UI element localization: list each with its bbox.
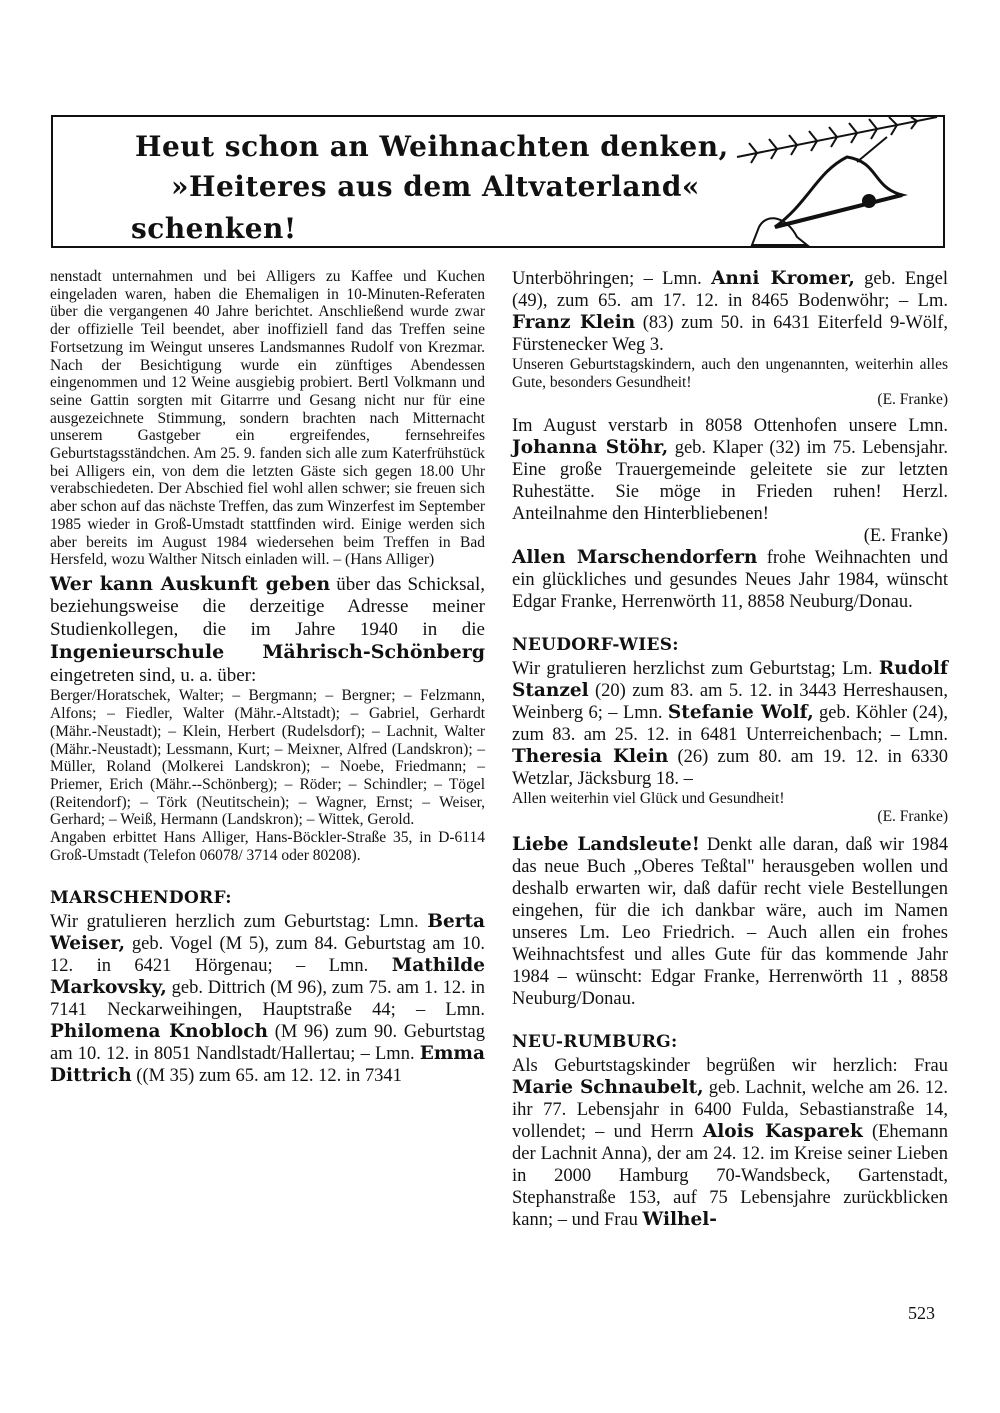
obituary-paragraph: [512, 415, 948, 525]
name: Berta Weiser,: [50, 911, 485, 955]
text: geb. Engel (49), zum 65. am 17. 12. in 8465 Bodenwöhr; – Lm.: [512, 269, 948, 311]
text: geb. Vogel (M 5), zum 84. Geburtstag am 10. 12. in 6421 Hörgenau; – Lmn.: [50, 934, 485, 977]
text: Unterböhringen; – Lmn.: [512, 269, 712, 289]
book-announcement-paragraph: [512, 834, 948, 1010]
inquiry-text-b: eingetreten sind, u. a. über:: [50, 664, 257, 686]
name: Anni Kromer,: [711, 268, 855, 289]
text: (Ehemann der Lachnit Anna), der am 24. 12. im Kreise seiner Lieben in 2000 Hamburg 70-Wandsbeck, Gartenstadt, Stephanstraße 153, auf 75 Lebensjahre zurückblicken kann; – und Frau: [512, 1121, 948, 1230]
names-list-paragraph: Berger/Horatschek, Walter; – Bergmann; – Bergner; – Felzmann, Alfons; – Fiedler, Walter (Mähr.-Altstadt); – Gabriel, Gerhardt (Mähr.-Neustadt); – Klein, Herbert (Rudelsdorf); – Lachnit, Walter (Mähr.-Neustadt); Lessmann, Kurt; – Meixner, Alfred (Landskron); – Müller, Roland (Molkerei Landskron); – Noebe, Friedmann; – Priemer, Erich (Mähr.--Schönberg); – Röder; – Schindler; – Tögel (Reitendorf); – Törk (Neutitschein); – Wagner, Ernst; – Weiser, Gerhard; – Weiß, Hermann (Landskron); – Wittek, Gerold.: [50, 687, 485, 829]
text: geb. Klaper (32) im 75. Lebensjahr. Eine große Trauergemeinde geleitete sie zur letzten Ruhestätte. Sie möge in Frieden ruhen! Herzl. Anteilnahme den Hinterbliebenen!: [512, 438, 948, 525]
name: Franz Klein: [512, 312, 636, 333]
neudorf-birthdays-paragraph: [512, 658, 948, 790]
name: Mathilde Markovsky,: [50, 955, 485, 999]
name: Stefanie Wolf,: [667, 702, 814, 724]
signature: (E. Franke): [863, 526, 948, 547]
header-line-2: »Heiteres aus dem Altvaterland«: [171, 170, 700, 203]
page-number: 523: [908, 1303, 935, 1323]
text: frohe Weihnachten und ein glückliches und gesundes Neues Jahr 1984, wünscht Edgar Franke, Herrenwörth 11, 8858 Neuburg/Donau.: [512, 548, 948, 613]
text: Als Geburtstagskinder begrüßen wir herzlich: Frau: [512, 1055, 948, 1076]
wishes-paragraph: Unseren Geburtstagskindern, auch den ungenannten, weiterhin alles Gute, besonders Gesundheit!: [512, 356, 948, 391]
wishes-paragraph: Allen weiterhin viel Glück und Gesundheit!: [512, 790, 785, 808]
text: (20) zum 83. am 5. 12. in 3443 Herreshausen, Weinberg 6; – Lmn.: [512, 681, 948, 724]
name: Emma Dittrich: [50, 1043, 485, 1087]
contact-paragraph: Angaben erbittet Hans Alliger, Hans-Böckler-Straße 35, in D-6114 Groß-Umstadt (Telefon 06078/ 3714 oder 80208).: [50, 829, 485, 864]
marschendorf-birthdays-paragraph: [50, 911, 485, 1087]
name: Rudolf Stanzel: [512, 658, 948, 702]
right-column: [512, 268, 948, 1231]
text: Wir gratulieren herzlich zum Geburtstag: Lmn.: [50, 912, 428, 933]
name: Marie Schnaubelt,: [512, 1076, 704, 1098]
text: (M 96) zum 90. Geburtstag am 10. 12. in 8051 Nandlstadt/Hallertau; – Lmn.: [50, 1022, 485, 1065]
neu-rumburg-birthdays-paragraph: [512, 1055, 948, 1231]
left-column: [50, 268, 485, 1087]
christmas-bell-icon: [697, 117, 947, 248]
inquiry-paragraph: [50, 573, 485, 688]
name: Theresia Klein: [512, 746, 669, 768]
birthdays-continued-paragraph: [512, 268, 948, 356]
text: Denkt alle daran, daß wir 1984 das neue Buch „Oberes Teßtal" herausgeben wollen und deshalb erwarten wir, daß dafür recht viele Bestellungen eingehen, für die ich dankbar wäre, auch im Namen unseres Lm. Leo Friedrich. – Auch allen ein frohes Weihnachtsfest und alles Gute für das kommende Jahr 1984 – wünscht: Edgar Franke, Herrenwörth 11 , 8858 Neuburg/Donau.: [512, 834, 948, 1009]
reunion-report-paragraph: nenstadt unternahmen und bei Alligers zu Kaffee und Kuchen eingeladen waren, haben die Ehemaligen in 10-Minuten-Referaten über die vergangenen 40 Jahre berichtet. Anschließend wurde zwar der offizielle Teil beendet, aber inoffiziell fand das Treffen seine Fortsetzung im Weingut unseres Landsmannes Rudolf von Krezmar. Nach der Besichtigung wurde ein zünftiges Abendessen eingenommen und 12 Weine ausgiebig probiert. Bertl Volkmann und seine Gattin sorgten mit Gitarrre und Gesang nicht nur für eine ausgezeichnete Stimmung, sondern brachten nach Mitternacht unserem Gastgeber ein ergreifendes, fernsehreifes Geburtstagsständchen. Am 25. 9. fanden sich alle zum Katerfrühstück bei Alligers ein, von dem die letzten Gäste sich gegen 18.00 Uhr verabschiedeten. Der Abschied fiel wohl allen schwer; sie freuen sich aber schon auf das nächste Treffen, das zum Winzerfest im September 1985 wieder in Groß-Umstadt stattfinden wird. Einige werden sich aber bereits im August 1984 wiedersehen beim Treffen in Bad Hersfeld, wozu Walther Nitsch einladen will. – (Hans Alliger): [50, 268, 485, 569]
name: Johanna Stöhr,: [512, 437, 669, 459]
name: Alois Kasparek: [702, 1120, 863, 1142]
heading-neudorf-wies: NEUDORF-WIES:: [512, 635, 679, 656]
greeting-lead: Liebe Landsleute!: [512, 833, 700, 855]
header-line-3: schenken!: [131, 212, 297, 245]
inquiry-lead: Wer kann Auskunft geben: [50, 572, 331, 595]
heading-neu-rumburg: NEU-RUMBURG:: [512, 1031, 678, 1052]
text: Wir gratulieren herzlichst zum Geburtstag; Lm.: [512, 659, 879, 680]
signature: (E. Franke): [877, 807, 948, 825]
signature: (E. Franke): [877, 391, 948, 409]
name: Philomena Knobloch: [50, 1021, 268, 1043]
text: geb. Dittrich (M 96), zum 75. am 1. 12. in 7141 Neckarweihingen, Hauptstraße 44; – Lmn.: [50, 978, 485, 1021]
greeting-lead: Allen Marschendorfern: [512, 547, 758, 569]
header-line-1: Heut schon an Weihnachten denken,: [135, 130, 729, 163]
heading-marschendorf: MARSCHENDORF:: [50, 888, 232, 909]
text: geb. Köhler (24), zum 83. am 25. 12. in 6481 Unterreichenbach; – Lmn.: [512, 703, 948, 746]
header-box: [51, 115, 945, 248]
text: (26) zum 80. am 19. 12. in 6330 Wetzlar, Jäcksburg 18. –: [512, 747, 948, 790]
text: geb. Lachnit, welche am 26. 12. ihr 77. Lebensjahr in 6400 Fulda, Sebastianstraße 14, vollendet; – und Herrn: [512, 1077, 948, 1142]
school-name: Ingenieurschule Mährisch-Schönberg: [50, 641, 485, 664]
text: Im August verstarb in 8058 Ottenhofen unsere Lmn.: [512, 416, 948, 437]
christmas-greeting-paragraph: [512, 547, 948, 613]
text: (83) zum 50. in 6431 Eiterfeld 9-Wölf, Fürstenecker Weg 3.: [512, 313, 948, 355]
text: ((M 35) zum 65. am 12. 12. in 7341: [131, 1066, 402, 1087]
inquiry-text-a: über das Schicksal, beziehungsweise die derzeitige Adresse meiner Studienkollegen, die im Jahre 1940 in die: [50, 573, 486, 640]
name: Wilhel-: [642, 1208, 717, 1230]
